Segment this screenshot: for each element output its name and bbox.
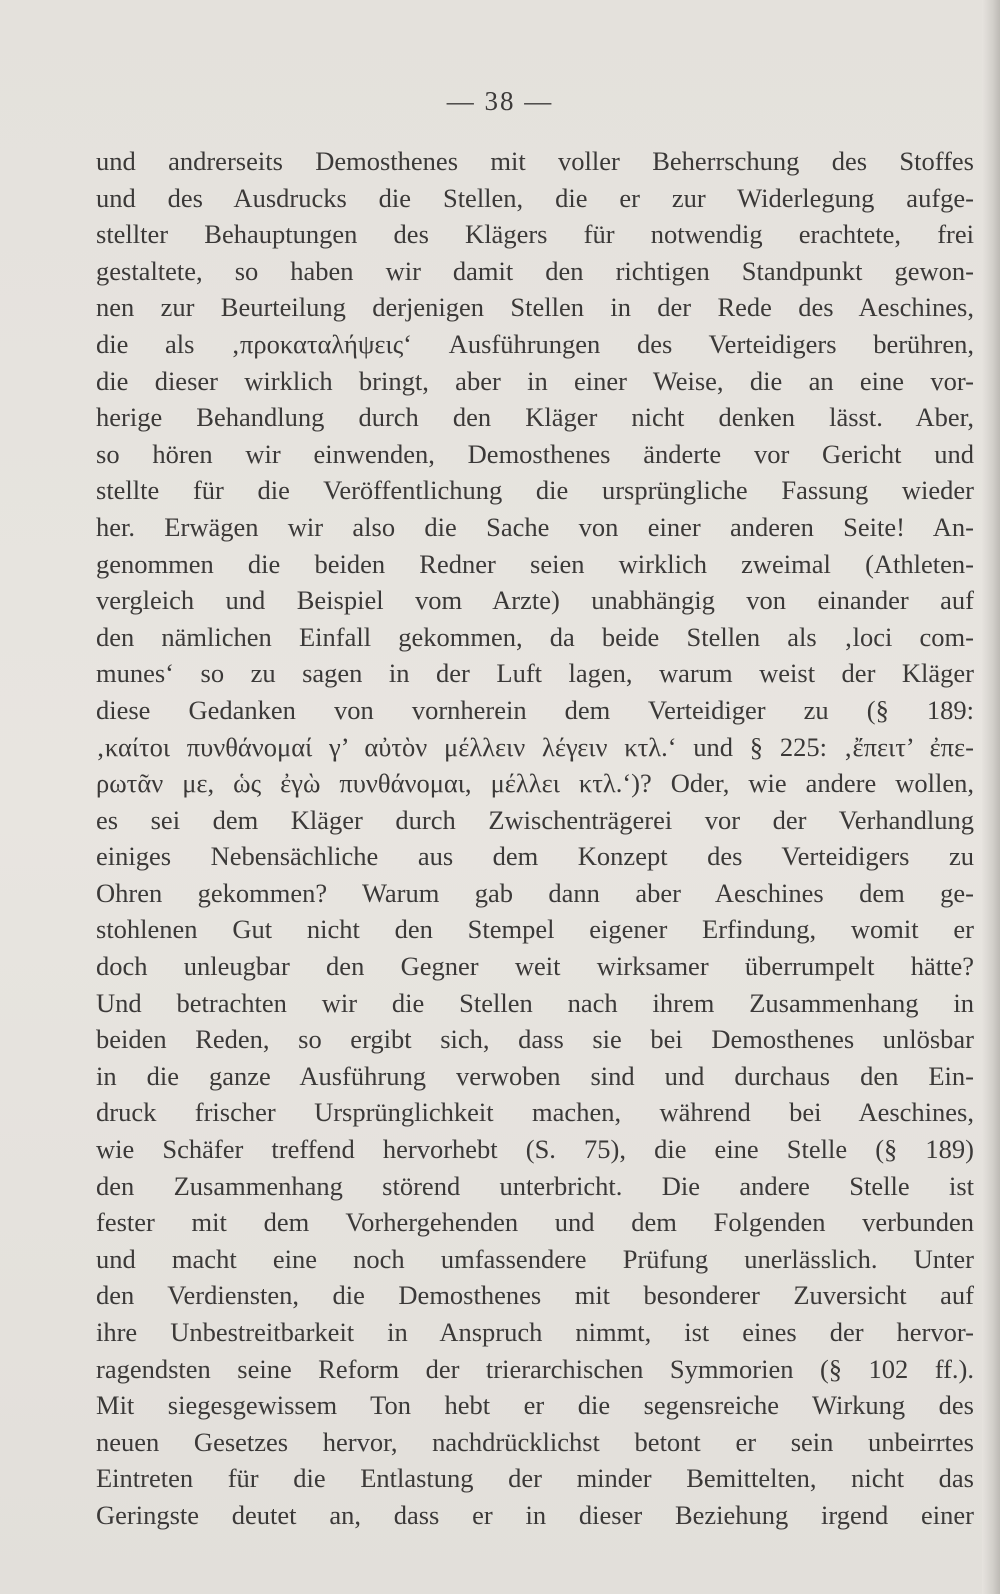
text-line: doch unleugbar den Gegner weit wirksamer überrumpelt hätte? <box>96 951 974 982</box>
text-line: diese Gedanken von vornherein dem Verteidiger zu (§ 189: <box>96 694 974 725</box>
text-line: einiges Nebensächliche aus dem Konzept des Verteidigers zu <box>96 841 974 872</box>
text-line: stellte für die Veröffentlichung die ursprüngliche Fassung wieder <box>96 475 974 506</box>
text-line: genommen die beiden Redner seien wirklich zweimal (Athleten- <box>96 548 974 579</box>
text-line: den Verdiensten, die Demosthenes mit besonderer Zuversicht auf <box>96 1280 974 1311</box>
text-line: den Zusammenhang störend unterbricht. Die andere Stelle ist <box>96 1170 974 1201</box>
text-line: Ohren gekommen? Warum gab dann aber Aeschines dem ge- <box>96 877 974 908</box>
text-line: den nämlichen Einfall gekommen, da beide Stellen als ‚loci com- <box>96 621 974 652</box>
text-line: herige Behandlung durch den Kläger nicht denken lässt. Aber, <box>96 402 974 433</box>
text-line: Geringste deutet an, dass er in dieser Beziehung irgend einer <box>96 1499 974 1530</box>
text-line: so hören wir einwenden, Demosthenes änderte vor Gericht und <box>96 438 974 469</box>
text-line: wie Schäfer treffend hervorhebt (S. 75), die eine Stelle (§ 189) <box>96 1134 974 1165</box>
text-line: neuen Gesetzes hervor, nachdrücklichst betont er sein unbeirrtes <box>96 1426 974 1457</box>
text-line: her. Erwägen wir also die Sache von einer anderen Seite! An- <box>96 511 974 542</box>
text-line: munes‘ so zu sagen in der Luft lagen, warum weist der Kläger <box>96 658 974 689</box>
text-line: gestaltete, so haben wir damit den richtigen Standpunkt gewon- <box>96 255 974 286</box>
text-line: stohlenen Gut nicht den Stempel eigener Erfindung, womit er <box>96 914 974 945</box>
text-line: ‚καίτοι πυνθάνομαί γ’ αὐτὸν μέλλειν λέγειν κτλ.‘ und § 225: ‚ἔπειτ’ ἐπε- <box>96 731 974 762</box>
text-line: Und betrachten wir die Stellen nach ihrem Zusammenhang in <box>96 987 974 1018</box>
text-line: stellter Behauptungen des Klägers für notwendig erachtete, frei <box>96 219 974 250</box>
text-line: und des Ausdrucks die Stellen, die er zur Widerlegung aufge- <box>96 182 974 213</box>
text-line: die dieser wirklich bringt, aber in einer Weise, die an eine vor- <box>96 365 974 396</box>
text-line: ihre Unbestreitbarkeit in Anspruch nimmt, ist eines der hervor- <box>96 1317 974 1347</box>
text-line: Mit siegesgewissem Ton hebt er die segensreiche Wirkung des <box>96 1390 974 1421</box>
text-line: vergleich und Beispiel vom Arzte) unabhängig von einander auf <box>96 585 974 616</box>
text-line: ragendsten seine Reform der trierarchischen Symmorien (§ 102 ff.). <box>96 1353 974 1384</box>
body-text <box>96 143 974 1534</box>
text-line: Eintreten für die Entlastung der minder Bemittelten, nicht das <box>96 1463 974 1494</box>
text-line: und andrerseits Demosthenes mit voller Beherrschung des Stoffes <box>96 146 974 176</box>
text-line: und macht eine noch umfassendere Prüfung unerlässlich. Unter <box>96 1243 974 1274</box>
text-line: druck frischer Ursprünglichkeit machen, während bei Aeschines, <box>96 1097 974 1128</box>
text-line: in die ganze Ausführung verwoben sind und durchaus den Ein- <box>96 1060 974 1091</box>
page-number: — 38 — <box>446 86 554 116</box>
text-line: nen zur Beurteilung derjenigen Stellen in der Rede des Aeschines, <box>96 292 974 323</box>
text-line: die als ‚προκαταλήψεις‘ Ausführungen des Verteidigers berühren, <box>96 328 974 359</box>
text-line: fester mit dem Vorhergehenden und dem Folgenden verbunden <box>96 1207 974 1238</box>
page-edge-shadow <box>982 0 1000 1594</box>
text-line: ρωτᾶν με, ὡς ἐγὼ πυνθάνομαι, μέλλει κτλ.‘)? Oder, wie andere wollen, <box>96 768 974 799</box>
text-line: es sei dem Kläger durch Zwischenträgerei vor der Verhandlung <box>96 804 974 835</box>
text-line: beiden Reden, so ergibt sich, dass sie bei Demosthenes unlösbar <box>96 1024 974 1055</box>
